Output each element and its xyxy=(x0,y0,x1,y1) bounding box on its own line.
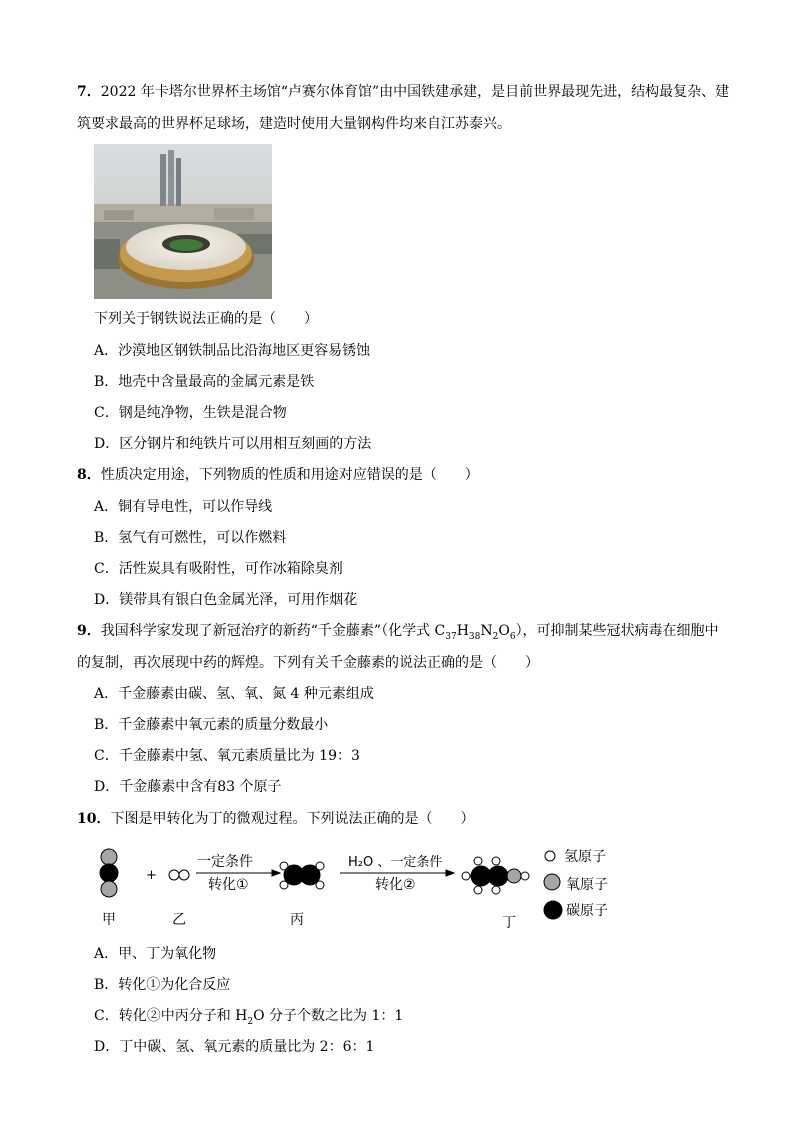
arrow2-label: 转化② xyxy=(375,877,416,893)
label-jia: 甲 xyxy=(102,912,116,928)
q7-number: 7． xyxy=(77,84,101,100)
q8-stem: 8．性质决定用途，下列物质的性质和用途对应错误的是（ ） xyxy=(77,467,479,483)
q8-option-d[interactable]: D．镁带具有银白色金属光泽，可用作烟花 xyxy=(94,592,358,608)
q8-option-a[interactable]: A．铜有导电性，可以作导线 xyxy=(94,499,273,515)
q7-option-a[interactable]: A．沙漠地区钢铁制品比沿海地区更容易锈蚀 xyxy=(94,343,371,359)
label-bing: 丙 xyxy=(290,912,304,928)
q9-option-b[interactable]: B．千金藤素中氧元素的质量分数最小 xyxy=(94,717,329,733)
q7-line2: 筑要求最高的世界杯足球场，建造时使用大量钢构件均来自江苏泰兴。 xyxy=(77,116,511,132)
q10-option-d[interactable]: D．丁中碳、氢、氧元素的质量比为 2：6：1 xyxy=(94,1039,375,1055)
q8-option-b[interactable]: B．氢气有可燃性，可以作燃料 xyxy=(94,530,287,546)
q9-line2: 的复制，再次展现中药的辉煌。下列有关千金藤素的说法正确的是（ ） xyxy=(77,655,539,671)
legend-hydrogen: 氢原子 xyxy=(564,849,606,865)
q10-number: 10． xyxy=(77,811,111,827)
q9-option-c[interactable]: C．千金藤素中氢、氧元素质量比为 19：3 xyxy=(94,748,360,764)
q9-number: 9． xyxy=(77,623,101,639)
q8-option-c[interactable]: C．活性炭具有吸附性，可作冰箱除臭剂 xyxy=(94,561,343,577)
legend xyxy=(544,849,608,919)
plus-sign: + xyxy=(146,868,157,883)
reaction-diagram xyxy=(94,840,654,935)
arrow1-label: 转化① xyxy=(208,877,249,893)
molecule-bing xyxy=(280,862,324,889)
q10-stem: 10．下图是甲转化为丁的微观过程。下列说法正确的是（ ） xyxy=(77,811,475,827)
arrow2-condition: H₂O 、一定条件 xyxy=(348,855,443,870)
q9-line1: 9．我国科学家发现了新冠治疗的新药“千金藤素”（化学式 $C_{37}H_{38}N_2O_6$），可抑制某些冠状病毒在细胞中 xyxy=(77,623,719,642)
arrow1-condition: 一定条件 xyxy=(197,854,253,870)
label-ding: 丁 xyxy=(502,915,516,931)
q7-option-c[interactable]: C．钢是纯净物，生铁是混合物 xyxy=(94,405,287,421)
q9-option-d[interactable]: D．千金藤素中含有83 个原子 xyxy=(94,779,282,795)
q7-line1: 7．2022 年卡塔尔世界杯主场馆“卢赛尔体育馆”由中国铁建承建，是目前世界最现先进，结构最复杂、建 xyxy=(77,84,730,100)
q7-prompt: 下列关于钢铁说法正确的是（ ） xyxy=(94,311,318,327)
molecule-yi xyxy=(169,870,189,880)
q8-number: 8． xyxy=(77,467,101,483)
q7-option-d[interactable]: D．区分钢片和纯铁片可以用相互刻画的方法 xyxy=(94,436,372,452)
molecule-jia xyxy=(100,849,118,897)
q7-option-b[interactable]: B．地壳中含量最高的金属元素是铁 xyxy=(94,374,315,390)
molecule-ding xyxy=(462,857,529,894)
q10-option-c[interactable]: C．转化②中丙分子和 $H_2O$ 分子个数之比为 1：1 xyxy=(94,1008,404,1027)
label-yi: 乙 xyxy=(172,912,186,928)
stadium-photo xyxy=(94,144,272,299)
q9-option-a[interactable]: A．千金藤素由碳、氢、氧、氮 4 种元素组成 xyxy=(94,686,374,702)
q10-option-b[interactable]: B．转化①为化合反应 xyxy=(94,977,231,993)
legend-oxygen: 氧原子 xyxy=(566,877,608,893)
q10-option-a[interactable]: A．甲、丁为氧化物 xyxy=(94,946,217,962)
legend-carbon: 碳原子 xyxy=(566,903,608,919)
